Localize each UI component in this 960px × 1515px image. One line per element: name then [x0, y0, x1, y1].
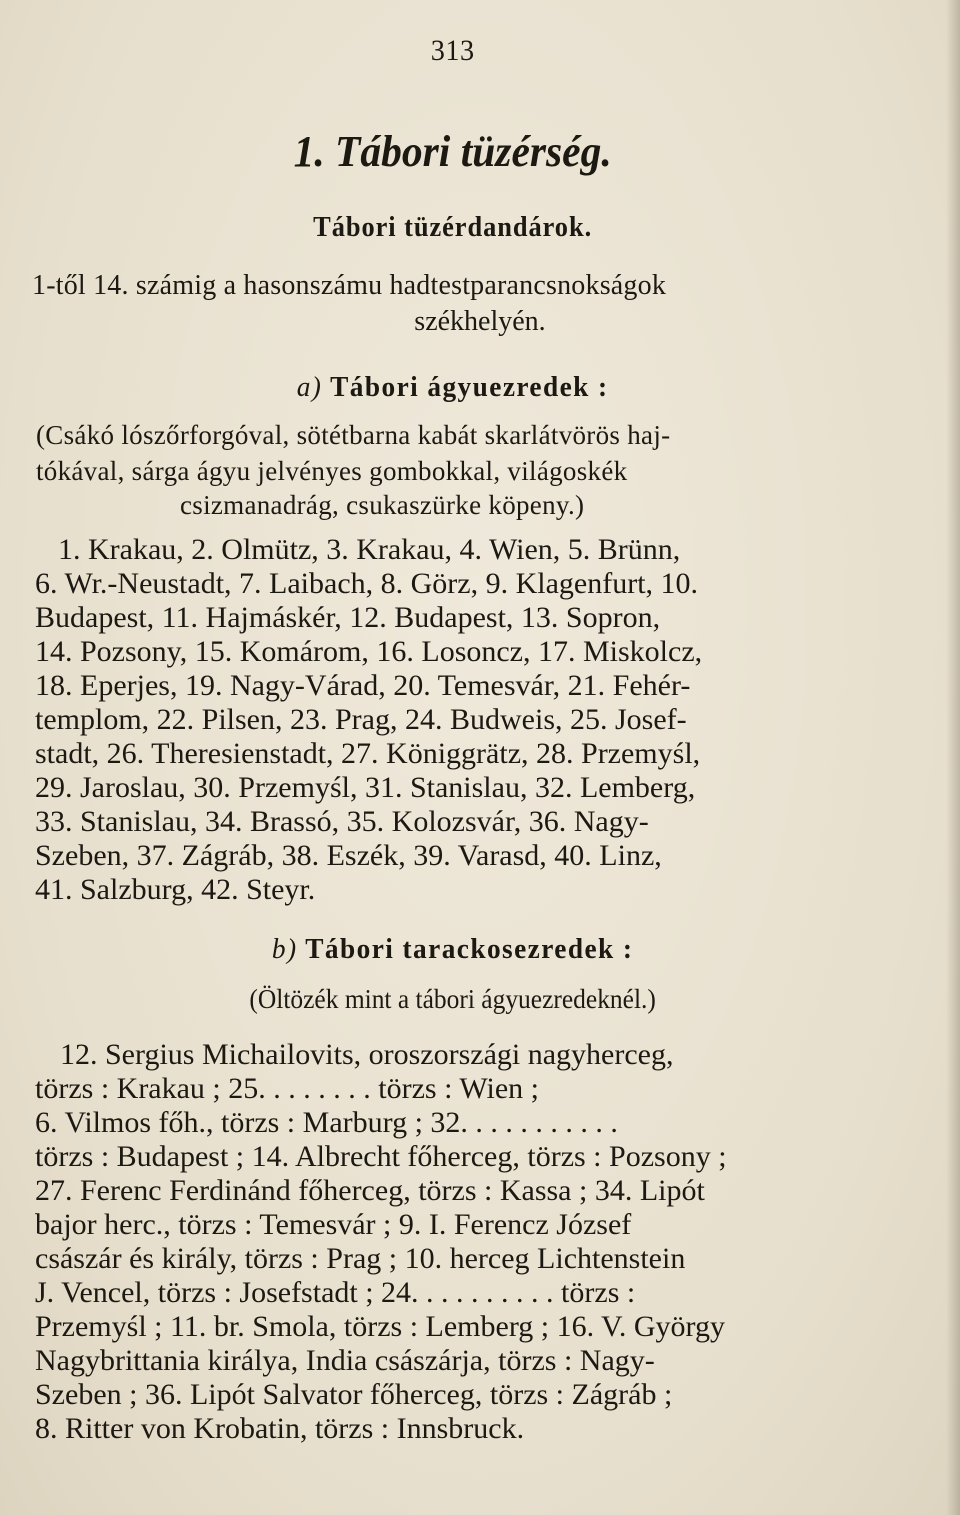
- section-b-line: törzs : Budapest ; 14. Albrecht főherceg, törzs : Pozsony ;: [35, 1140, 727, 1173]
- section-a-line: 33. Stanislau, 34. Brassó, 35. Kolozsvár, 36. Nagy-: [35, 805, 649, 838]
- section-a-line: 1. Krakau, 2. Olmütz, 3. Krakau, 4. Wien, 5. Brünn,: [58, 533, 681, 566]
- section-b-line: Nagybrittania királya, India császárja, törzs : Nagy-: [35, 1344, 655, 1377]
- section-b-description: (Öltözék mint a tábori ágyuezredeknél.): [249, 984, 656, 1014]
- section-a-line: Szeben, 37. Zágráb, 38. Eszék, 39. Varasd, 40. Linz,: [35, 839, 662, 872]
- section-b-line: császár és király, törzs : Prag ; 10. herceg Lichtenstein: [35, 1242, 686, 1275]
- section-b-line: 27. Ferenc Ferdinánd főherceg, törzs : Kassa ; 34. Lipót: [35, 1174, 705, 1207]
- section-a-line: templom, 22. Pilsen, 23. Prag, 24. Budweis, 25. Josef-: [35, 703, 687, 736]
- section-a-line: 41. Salzburg, 42. Steyr.: [35, 873, 316, 906]
- section-a-line: 29. Jaroslau, 30. Przemyśl, 31. Stanislau, 32. Lemberg,: [35, 771, 696, 804]
- section-b-heading: [0, 935, 905, 964]
- sub-heading: Tábori tüzérdandárok.: [313, 212, 593, 243]
- section-a-line: 18. Eperjes, 19. Nagy-Várad, 20. Temesvár, 21. Fehér-: [35, 669, 691, 702]
- section-b-line: Przemyśl ; 11. br. Smola, törzs : Lemberg ; 16. V. György: [35, 1310, 725, 1343]
- section-b-line: J. Vencel, törzs : Josefstadt ; 24. . . . . . . . . . törzs :: [35, 1276, 636, 1309]
- section-a-line: stadt, 26. Theresienstadt, 27. Königgrätz, 28. Przemyśl,: [35, 737, 701, 770]
- section-a-description-line-1: (Csákó lószőrforgóval, sötétbarna kabát skarlátvörös haj-: [36, 420, 671, 450]
- page-number: 313: [430, 34, 475, 67]
- intro-line-1: 1-től 14. számig a hasonszámu hadtestparancsnokságok: [32, 270, 667, 301]
- section-b-line: bajor herc., törzs : Temesvár ; 9. I. Ferencz József: [35, 1208, 632, 1241]
- section-b-line: 8. Ritter von Krobatin, törzs : Innsbruck.: [35, 1412, 525, 1445]
- intro-line-2: székhelyén.: [414, 306, 546, 337]
- section-b-title: Tábori tarackosezredek :: [305, 933, 634, 965]
- section-a-line: 14. Pozsony, 15. Komárom, 16. Losoncz, 17. Miskolcz,: [35, 635, 703, 668]
- section-a-description-line-2: tókával, sárga ágyu jelvényes gombokkal, világoskék: [36, 456, 628, 486]
- page-edge-shadow: [946, 0, 960, 1515]
- section-b-line: 6. Vilmos főh., törzs : Marburg ; 32. . . . . . . . . . .: [35, 1106, 618, 1139]
- section-b-line: Szeben ; 36. Lipót Salvator főherceg, törzs : Zágráb ;: [35, 1378, 673, 1411]
- section-b-line: törzs : Krakau ; 25. . . . . . . . törzs : Wien ;: [35, 1072, 539, 1105]
- section-a-description-line-3: csizmanadrág, csukaszürke köpeny.): [180, 490, 585, 520]
- section-a-heading: [0, 373, 905, 402]
- section-b-line: 12. Sergius Michailovits, oroszországi nagyherceg,: [60, 1038, 674, 1071]
- section-a-line: 6. Wr.-Neustadt, 7. Laibach, 8. Görz, 9. Klagenfurt, 10.: [35, 567, 699, 600]
- section-a-title: Tábori ágyuezredek :: [330, 371, 609, 403]
- chapter-title: 1. Tábori tüzérség.: [293, 127, 612, 176]
- section-a-label: a): [296, 371, 323, 403]
- section-a-line: Budapest, 11. Hajmáskér, 12. Budapest, 13. Sopron,: [35, 601, 661, 634]
- section-b-label: b): [271, 933, 298, 965]
